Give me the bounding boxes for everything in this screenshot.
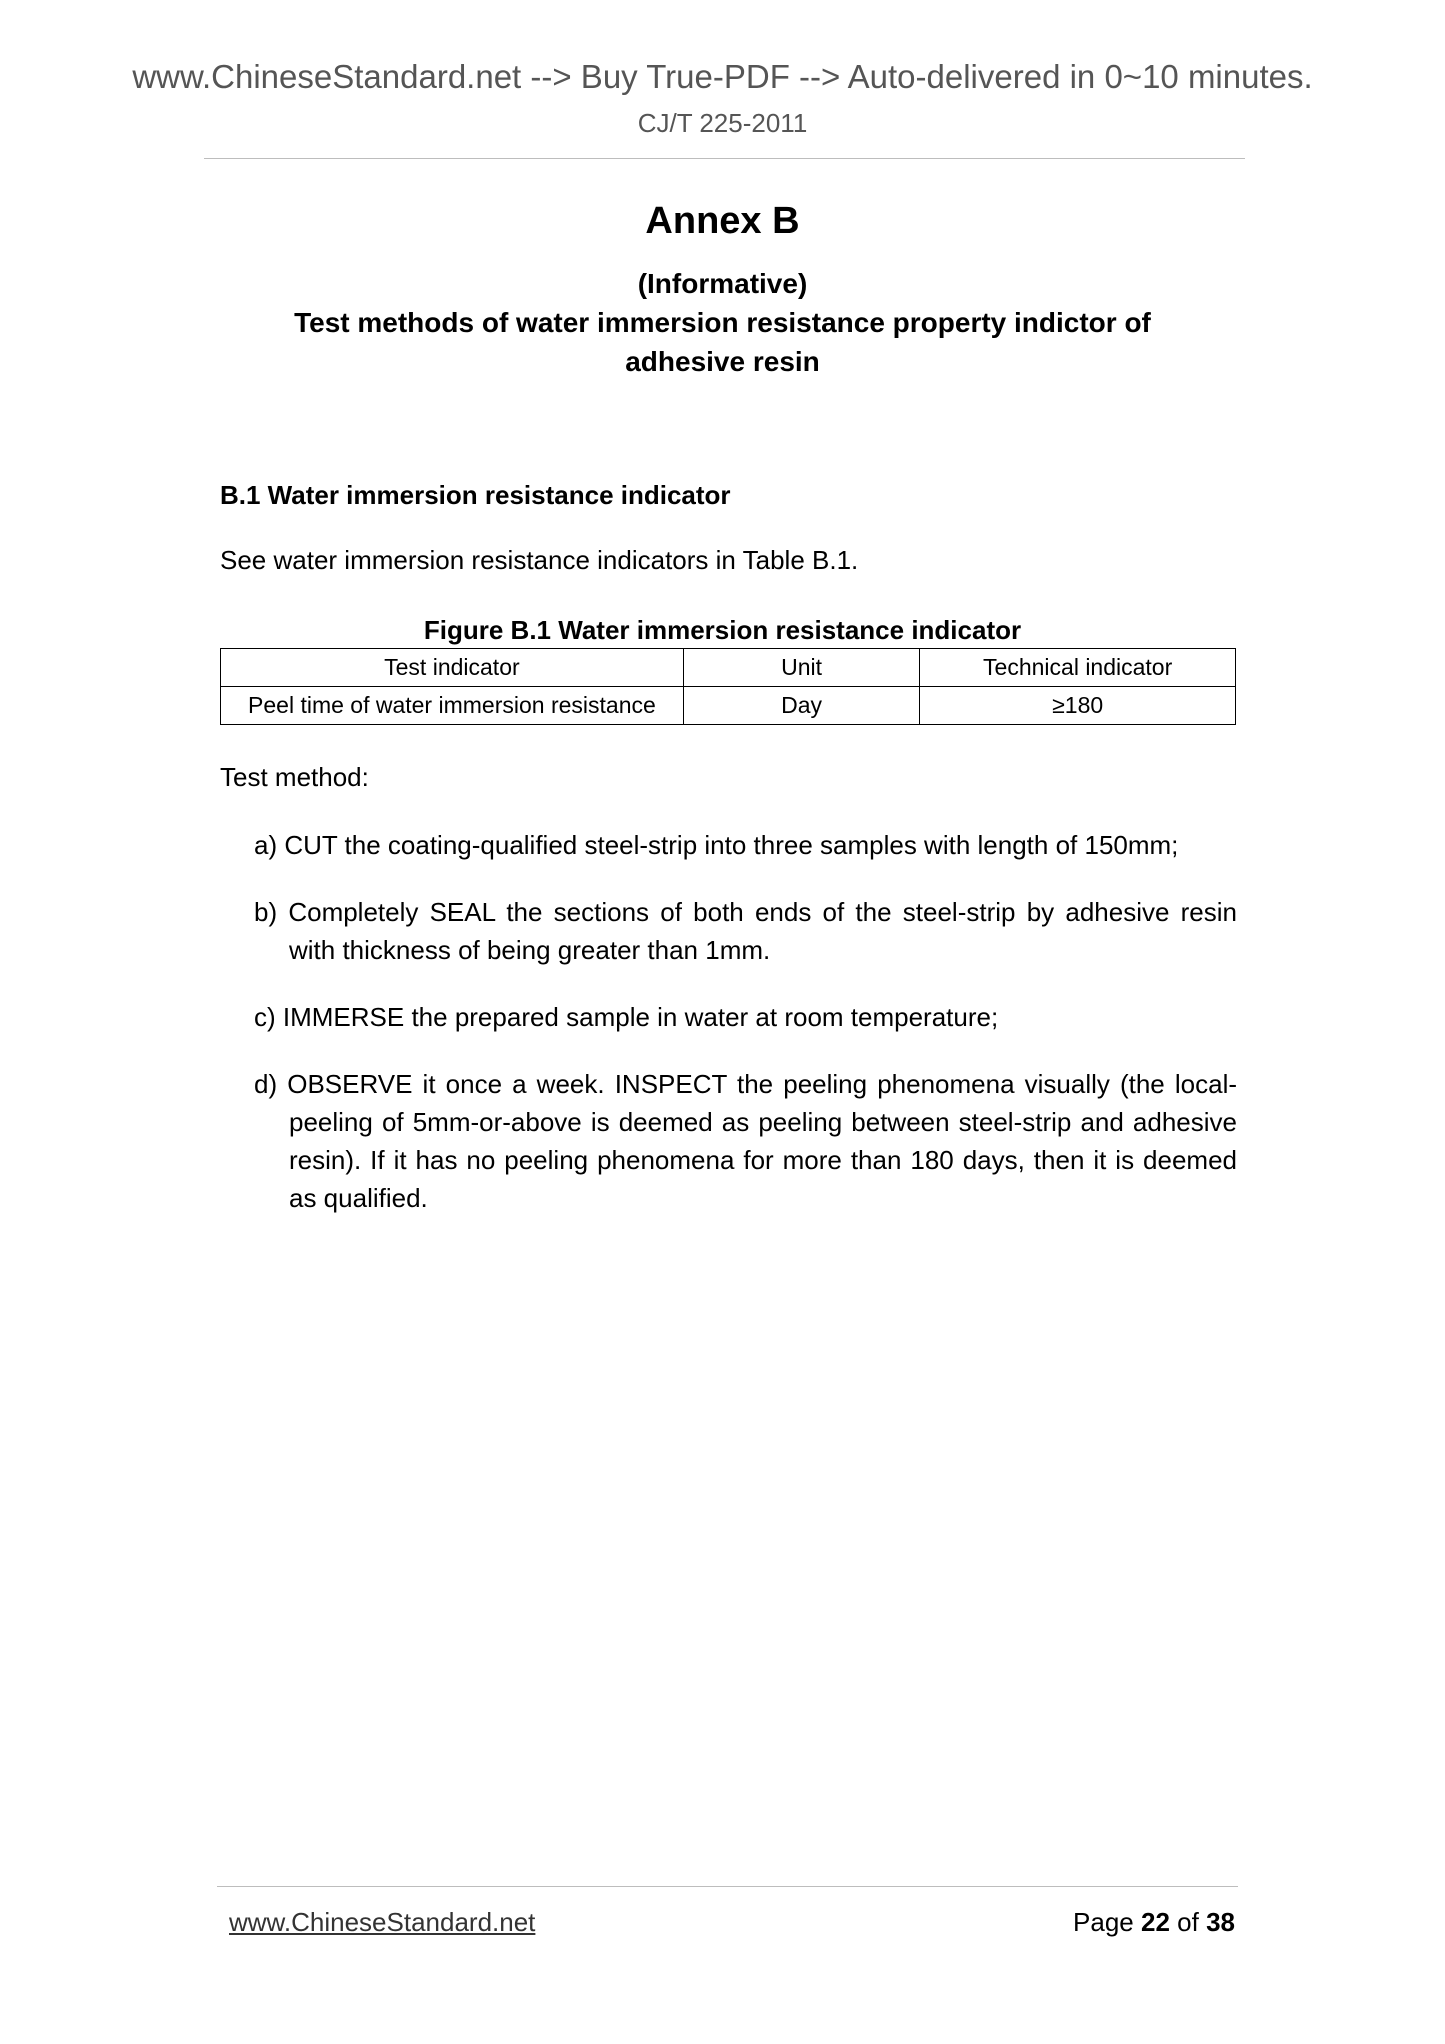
page-number [1073, 1907, 1235, 1938]
table-header-cell: Unit [683, 649, 920, 687]
table-header-cell: Test indicator [221, 649, 684, 687]
page-current: 22 [1141, 1907, 1170, 1937]
list-item: a) CUT the coating-qualified steel-strip into three samples with length of 150mm; [254, 830, 1179, 860]
page-of: of [1177, 1907, 1199, 1937]
figure-caption: Figure B.1 Water immersion resistance indicator [423, 615, 1022, 645]
table-cell: Day [683, 687, 920, 725]
annex-subtitle [200, 264, 1245, 381]
section-intro: See water immersion resistance indicators in Table B.1. [220, 545, 859, 575]
list-item: b) Completely SEAL the sections of both ends of the steel-strip by adhesive resin with thickness of being greater than 1mm. [254, 897, 1237, 965]
table-header-cell: Technical indicator [920, 649, 1236, 687]
table-row [221, 687, 1236, 725]
table-cell: Peel time of water immersion resistance [221, 687, 684, 725]
test-method-list [254, 826, 1237, 1246]
top-banner[interactable]: www.ChineseStandard.net --> Buy True-PDF --> Auto-delivered in 0~10 minutes. [132, 58, 1313, 95]
list-item: d) OBSERVE it once a week. INSPECT the peeling phenomena visually (the local-peeling of 5mm-or-above is deemed as peeling between steel-strip and adhesive resin). If it has no peeling phenomena for more than 180 days, then it is deemed as qualified. [254, 1069, 1237, 1213]
table-header-row [221, 649, 1236, 687]
header-divider [204, 158, 1245, 159]
annex-subtitle-line2: adhesive resin [625, 346, 820, 377]
test-method-label: Test method: [220, 762, 369, 792]
annex-subtitle-line1: Test methods of water immersion resistance property indictor of [294, 307, 1151, 338]
page-prefix: Page [1073, 1907, 1134, 1937]
list-item: c) IMMERSE the prepared sample in water at room temperature; [254, 1002, 999, 1032]
standard-code: CJ/T 225-2011 [637, 108, 808, 138]
page-total: 38 [1206, 1907, 1235, 1937]
annex-title: Annex B [645, 200, 800, 242]
table-cell: ≥180 [920, 687, 1236, 725]
annex-type: (Informative) [637, 268, 808, 299]
section-heading-b1: B.1 Water immersion resistance indicator [220, 480, 731, 510]
footer-site-link[interactable]: www.ChineseStandard.net [229, 1907, 536, 1937]
indicator-table [220, 648, 1236, 725]
footer-divider [217, 1886, 1238, 1887]
